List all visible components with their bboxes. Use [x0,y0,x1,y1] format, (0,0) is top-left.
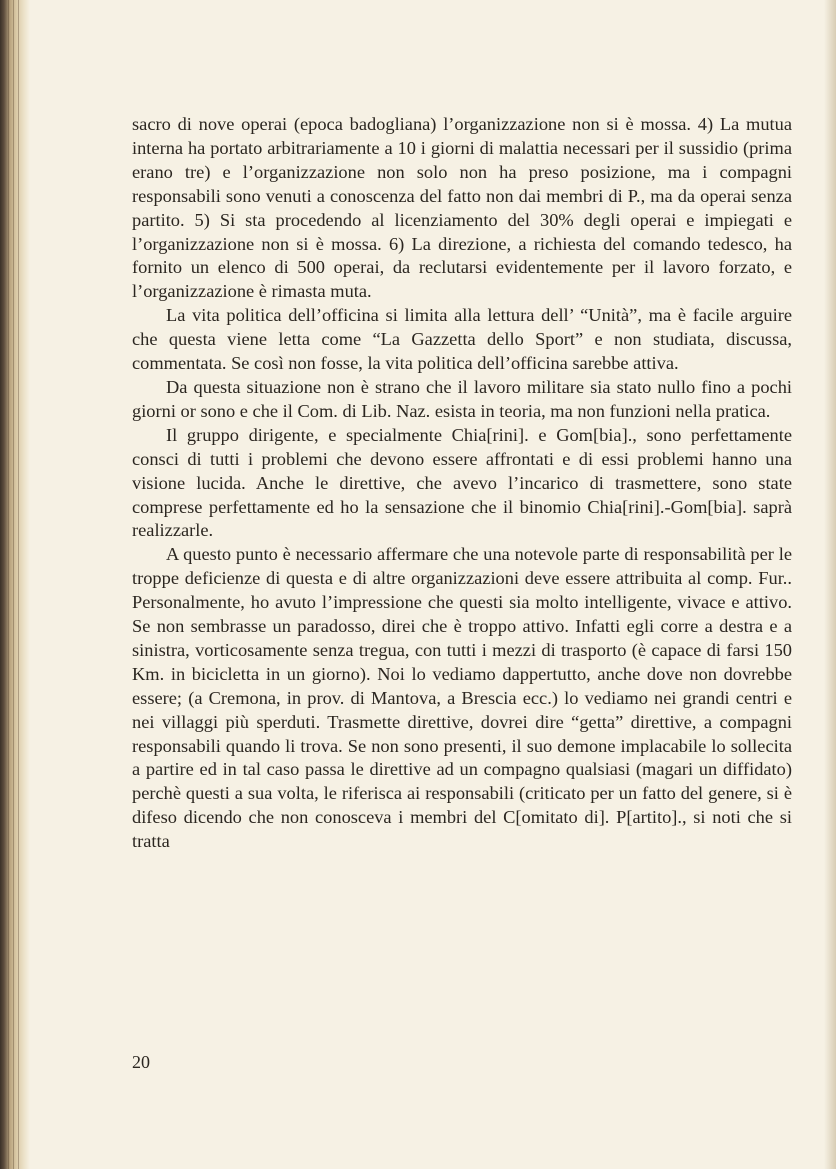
paragraph: Il gruppo dirigente, e specialmente Chia[rini]. e Gom[bia]., sono perfettamente consci di tutti i problemi che devono essere affrontati e di essi problemi hanno una visione lucida. Anche le direttive, che avevo l’incarico di trasmettere, sono state comprese perfettamente ed ho la sensazione che il binomio Chia[rini].-Gom[bia]. saprà realizzarle. [132,424,792,541]
book-binding-shadow [0,0,30,1169]
body-text [132,113,792,854]
paragraph: sacro di nove operai (epoca badogliana) l’organizzazione non si è mossa. 4) La mutua interna ha portato arbitrariamente a 10 i giorni di malattia necessari per il sussidio (prima erano tre) e l’organizzazione non solo non ha preso posizione, ma i compagni responsabili sono venuti a conoscenza del fatto non dai membri di P., ma da operai senza partito. 5) Si sta procedendo al licenziamento del 30% degli operai e impiegati e l’organizzazione non si è mossa. 6) La direzione, a richiesta del comando tedesco, ha fornito un elenco di 500 operai, da reclutarsi evidentemente per il lavoro forzato, e l’organizzazione è rimasta muta. [132,114,792,302]
paragraph: A questo punto è necessario affermare che una notevole parte di responsabilità per le troppe deficienze di questa e di altre organizzazioni deve essere attribuita al comp. Fur.. Personalmente, ho avuto l’impressione che questi sia molto intelligente, vivace e attivo. Se non sembrasse un paradosso, direi che è troppo attivo. Infatti egli corre a destra e a sinistra, vorticosamente senza tregua, con tutti i mezzi di trasporto (è capace di farsi 150 Km. in bicicletta in un giorno). Noi lo vediamo dappertutto, anche dove non dovrebbe essere; (a Cremona, in prov. di Mantova, a Brescia ecc.) lo vediamo nei grandi centri e nei villaggi più sperduti. Trasmette direttive, dovrei dire “getta” direttive, a compagni responsabili quando li trova. Se non sono presenti, il suo demone implacabile lo sollecita a partire ed in tal caso passa le direttive ad un compagno qualsiasi (magari un diffidato) perchè questi a sua volta, le riferisca ai responsabili (criticato per un fatto del genere, si è difeso dicendo che non conosceva i membri del C[omitato di]. P[artito]., si noti che si tratta [132,544,792,852]
paragraph: La vita politica dell’officina si limita alla lettura dell’ “Unità”, ma è facile arguire che questa viene letta come “La Gazzetta dello Sport” e non studiata, discussa, commentata. Se così non fosse, la vita politica dell’officina sarebbe attiva. [132,305,792,374]
page-edge-shadow [824,0,836,1169]
paragraph: Da questa situazione non è strano che il lavoro militare sia stato nullo fino a pochi giorni or sono e che il Com. di Lib. Naz. esista in teoria, ma non funzioni nella pratica. [132,376,792,421]
page-number: 20 [132,1052,150,1072]
